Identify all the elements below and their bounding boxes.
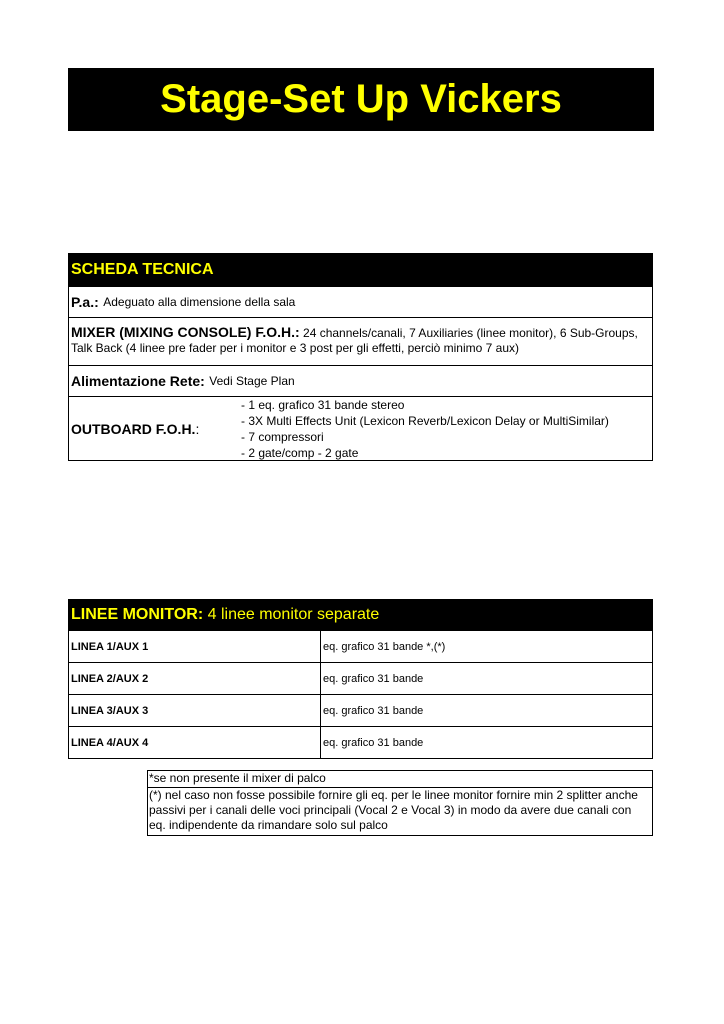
linee-monitor-header — [69, 600, 652, 631]
outboard-item: - 7 compressori — [241, 430, 324, 444]
eq-cell: eq. grafico 31 bande — [323, 704, 424, 717]
alimentazione-label: Alimentazione Rete: — [71, 373, 205, 389]
outboard-list — [241, 397, 609, 461]
table-row — [69, 663, 652, 695]
outboard-label — [71, 421, 199, 437]
linee-monitor-table — [68, 599, 653, 759]
pa-value: Adeguato alla dimensione della sala — [103, 295, 296, 309]
outboard-row — [69, 397, 652, 461]
note-mixer-palco: *se non presente il mixer di palco — [148, 771, 652, 788]
mixer-value: 24 channels/canali, 7 Auxiliaries (linee monitor), 6 Sub-Groups, Talk Back (4 linee pre fader per i monitor e 3 post per gli effetti, perciò minimo 7 aux) — [71, 326, 638, 355]
eq-cell: eq. grafico 31 bande — [323, 736, 424, 749]
notes-box — [147, 770, 653, 836]
pa-label: P.a.: — [71, 294, 99, 310]
title-banner — [68, 68, 654, 131]
line-cell: LINEA 3/AUX 3 — [69, 695, 321, 726]
eq-cell: eq. grafico 31 bande — [323, 672, 424, 685]
table-row — [69, 727, 652, 759]
table-row — [69, 631, 652, 663]
scheda-tecnica-header — [69, 254, 652, 287]
line-cell: LINEA 4/AUX 4 — [69, 727, 321, 758]
eq-cell: eq. grafico 31 bande *,(*) — [323, 640, 446, 653]
mixer-row — [69, 318, 652, 366]
scheda-tecnica-title: SCHEDA TECNICA — [71, 261, 214, 278]
outboard-item: - 2 gate/comp - 2 gate — [241, 446, 359, 460]
note-splitter: (*) nel caso non fosse possibile fornire gli eq. per le linee monitor fornire min 2 splitter anche passivi per i canali delle voci principali (Vocal 2 e Vocal 3) in modo da avere due canali con eq. indipendente da rimandare solo sul palco — [148, 788, 652, 836]
page-title: Stage-Set Up Vickers — [160, 77, 562, 121]
outboard-colon: : — [195, 421, 200, 437]
line-cell: LINEA 2/AUX 2 — [69, 663, 321, 694]
line-cell: LINEA 1/AUX 1 — [69, 631, 321, 662]
outboard-item: - 1 eq. grafico 31 bande stereo — [241, 398, 405, 412]
scheda-tecnica-table — [68, 253, 653, 461]
pa-row — [69, 287, 652, 318]
outboard-label-text: OUTBOARD F.O.H. — [71, 421, 196, 437]
table-row — [69, 695, 652, 727]
linee-monitor-value: 4 linee monitor separate — [207, 606, 380, 623]
mixer-label: MIXER (MIXING CONSOLE) F.O.H.: — [71, 324, 300, 340]
alimentazione-value: Vedi Stage Plan — [209, 374, 295, 388]
alimentazione-row — [69, 366, 652, 397]
linee-monitor-label: LINEE MONITOR: — [71, 606, 204, 623]
outboard-item: - 3X Multi Effects Unit (Lexicon Reverb/Lexicon Delay or MultiSimilar) — [241, 414, 609, 428]
